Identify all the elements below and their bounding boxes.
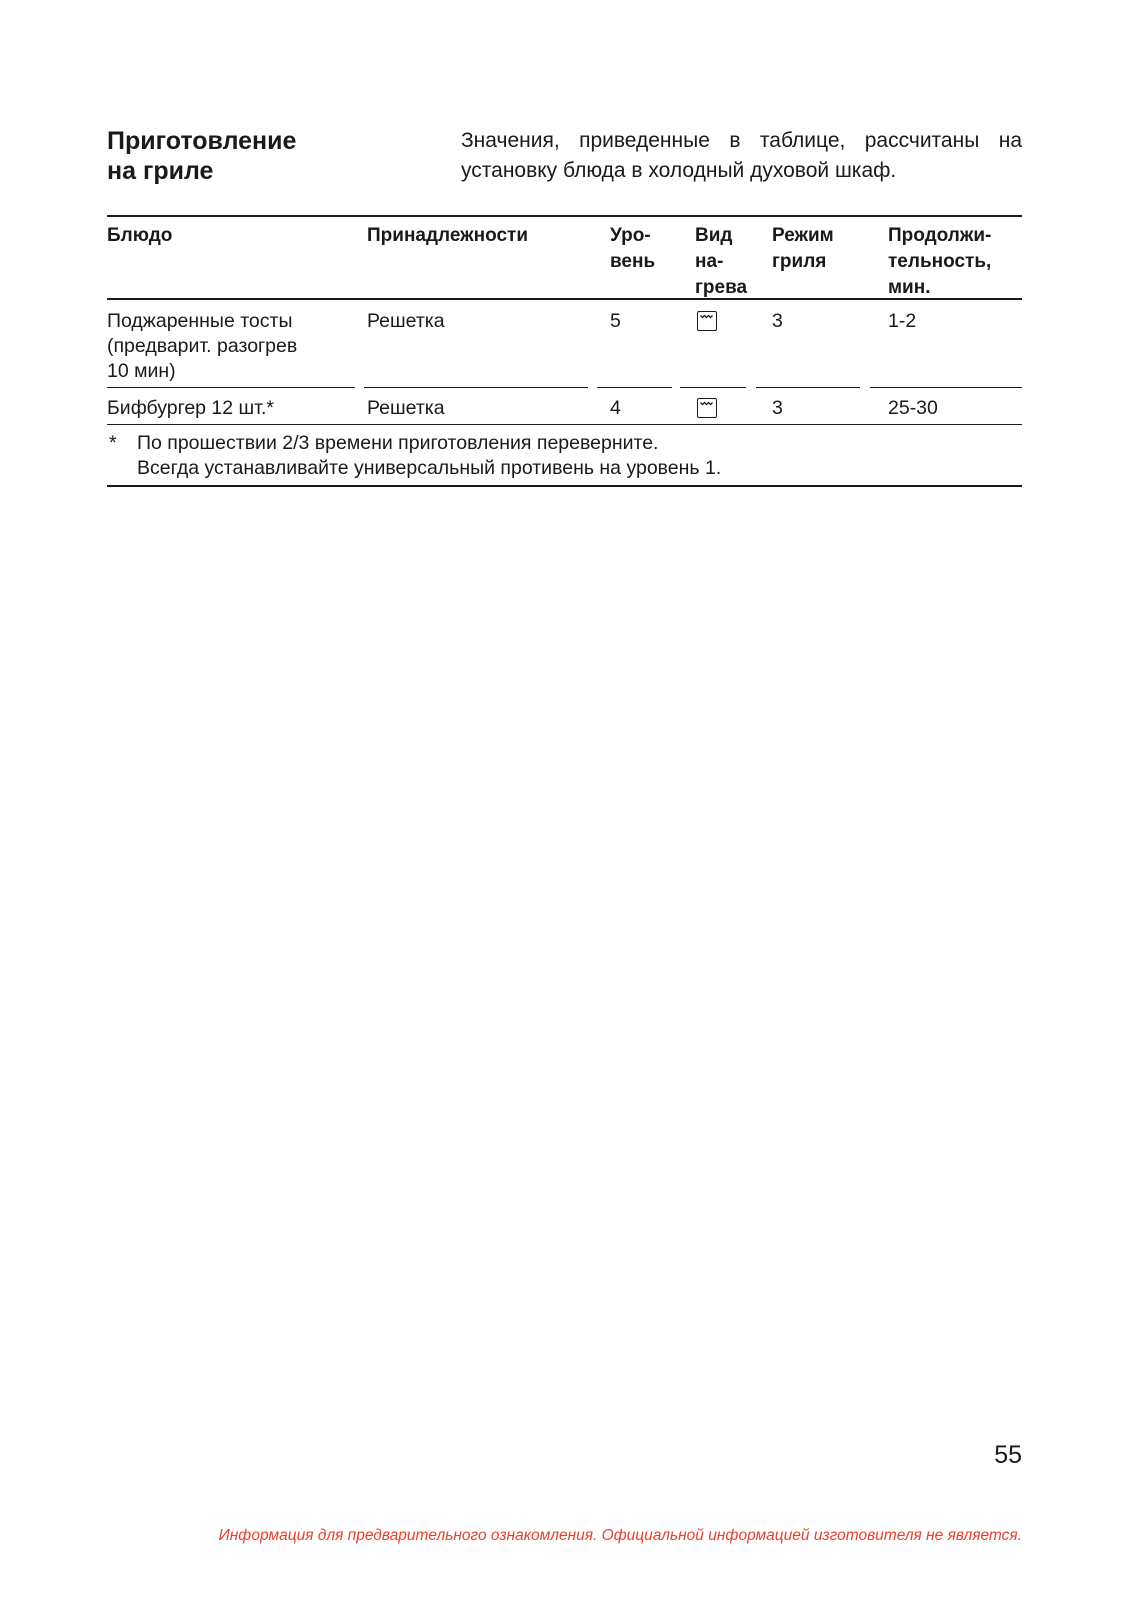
row-level: 5 [610, 310, 621, 332]
row-level: 4 [610, 397, 621, 419]
header-level-line2: вень [610, 251, 656, 272]
row-mode: 3 [772, 397, 783, 419]
row-dish-line3: 10 мин) [107, 360, 176, 382]
row-dish-line1: Поджаренные тосты [107, 310, 293, 332]
table-header-row [107, 217, 1022, 298]
section-title-line1: Приготовление [107, 127, 297, 155]
header-heating [695, 223, 770, 301]
grill-table [107, 215, 1022, 487]
header-duration-line1: Продолжи- [888, 225, 992, 246]
section-title-line2: на гриле [107, 157, 214, 185]
grill-icon [697, 398, 717, 418]
footnote-text [137, 431, 1017, 481]
footnote-mark: * [109, 432, 117, 454]
header-level [610, 223, 688, 275]
header-heating-line3: грева [695, 277, 748, 298]
footnote-line1: По прошествии 2/3 времени приготовления переверните. [137, 432, 659, 454]
row-heating [695, 396, 770, 421]
disclaimer-note: Информация для предварительного ознакомления. Официальной информацией изготовителя не является. [218, 1527, 1022, 1544]
header-dish-label: Блюдо [107, 225, 173, 246]
header-duration [888, 223, 1022, 301]
row-mode: 3 [772, 310, 783, 332]
grill-icon [697, 311, 717, 331]
row-heating [695, 309, 770, 334]
header-mode [772, 223, 883, 275]
page-number: 55 [994, 1441, 1022, 1469]
header-mode-line2: гриля [772, 251, 827, 272]
intro-text: Значения, приведенные в таблице, рассчитаны на установку блюда в холодный духовой шкаф. [461, 129, 1022, 182]
table-row [107, 387, 1022, 424]
header-level-line1: Уро- [610, 225, 651, 246]
header-heating-line2: на- [695, 251, 724, 272]
row-dish: Бифбургер 12 шт.* [107, 397, 274, 419]
header-duration-line2: тельность, [888, 251, 992, 272]
footnote-line2: Всегда устанавливайте универсальный противень на уровень 1. [137, 457, 722, 479]
row-duration: 25-30 [888, 397, 938, 419]
header-accessories [367, 223, 599, 249]
header-duration-line3: мин. [888, 277, 931, 298]
table-bottom-rule [107, 485, 1022, 487]
section-title [107, 126, 407, 186]
table-row [107, 300, 1022, 387]
row-accessory: Решетка [367, 397, 445, 419]
row-dish-line2: (предварит. разогрев [107, 335, 298, 357]
row-accessory: Решетка [367, 310, 445, 332]
header-dish [107, 223, 362, 249]
table-footnote [107, 425, 1022, 485]
header-heating-line1: Вид [695, 225, 733, 246]
row-duration: 1-2 [888, 310, 917, 332]
row-dish [107, 309, 362, 384]
header-accessories-label: Принадлежности [367, 225, 529, 246]
header-mode-line1: Режим [772, 225, 834, 246]
